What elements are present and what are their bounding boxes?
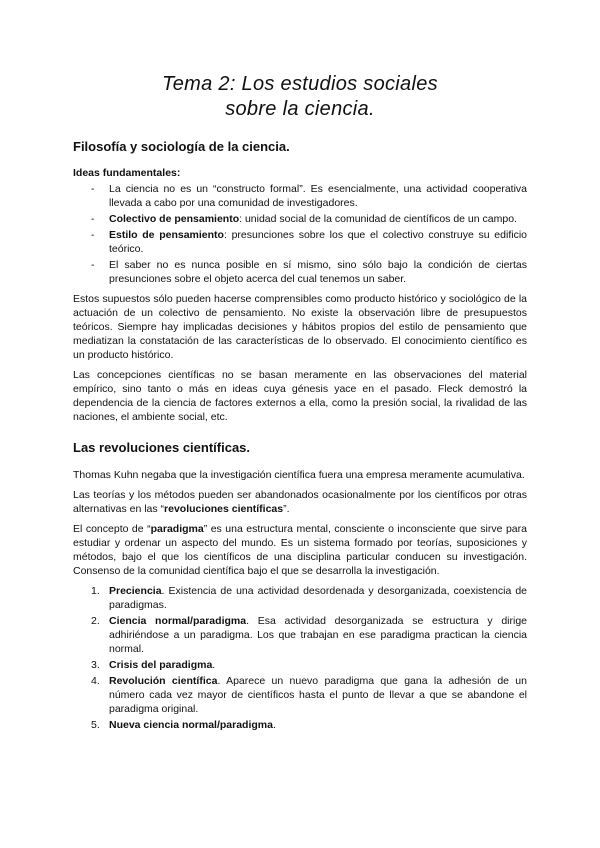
section-heading-revolutions: Las revoluciones científicas. xyxy=(73,440,251,455)
title-line-1: Tema 2: Los estudios sociales xyxy=(162,73,438,95)
paragraph-theories: Las teorías y los métodos pueden ser abandonados ocasionalmente por los científicos por otras alternativas en las “revoluciones científicas”. xyxy=(73,489,527,515)
list-item: - Estilo de pensamiento: presunciones sobre los que el colectivo construye su edificio teórico. xyxy=(109,228,527,256)
ideas-list xyxy=(73,182,527,286)
list-item: 5. Nueva ciencia normal/paradigma. xyxy=(91,719,276,731)
paragraph-kuhn: Thomas Kuhn negaba que la investigación científica fuera una empresa meramente acumulativa. xyxy=(73,469,525,481)
list-item: - El saber no es nunca posible en sí mismo, sino sólo bajo la condición de ciertas presunciones sobre el objeto acerca del cual tenemos un saber. xyxy=(109,258,527,286)
list-item: - La ciencia no es un “constructo formal”. Es esencialmente, una actividad cooperativa llevada a cabo por una comunidad de investigadores. xyxy=(109,182,527,210)
paragraph-paradigm: El concepto de “paradigma” es una estructura mental, consciente o inconsciente que sirve para estudiar y ordenar un aspecto del mundo. Es un sistema formado por teorías, suposiciones y métodos, bajo el que los científicos de una disciplina particular conducen su investigación. Consenso de la comunidad científica bajo el que se desarrolla la investigación. xyxy=(73,523,527,577)
list-item: 1. Preciencia. Existencia de una actividad desordenada y desorganizada, coexistencia de paradigmas. xyxy=(91,585,527,611)
ideas-heading: Ideas fundamentales: xyxy=(73,167,181,179)
paragraph-assumptions: Estos supuestos sólo pueden hacerse comprensibles como producto histórico y sociológico de la actuación de un colectivo de pensamiento. No existe la observación libre de presupuestos teóricos. Siempre hay implicadas decisiones y hábitos propios del estilo de pensamiento que mediatizan la constatación de las características de lo observado. El conocimiento científico es un producto histórico. xyxy=(73,293,527,361)
paragraph-conceptions: Las concepciones científicas no se basan meramente en las observaciones del material empírico, sino tanto o más en ideas cuya génesis yace en el pasado. Fleck demostró la dependencia de la ciencia de factores externos a ella, como la presión social, la rivalidad de las naciones, el ambiente social, etc. xyxy=(73,369,527,423)
stages-list xyxy=(73,584,527,732)
document-title xyxy=(73,72,527,122)
title-line-2: sobre la ciencia. xyxy=(225,98,375,120)
section-heading-philosophy: Filosofía y sociología de la ciencia. xyxy=(73,139,290,154)
list-item: 2. Ciencia normal/paradigma. Esa actividad desorganizada se estructura y dirige adhiriéndose a un paradigma. Los que trabajan en ese paradigma practican la ciencia normal. xyxy=(91,615,527,655)
list-item: 4. Revolución científica. Aparece un nuevo paradigma que gana la adhesión de un número cada vez mayor de científicos hasta el punto de llevar a que se abandone el paradigma original. xyxy=(91,675,527,715)
list-item: - Colectivo de pensamiento: unidad social de la comunidad de científicos de un campo. xyxy=(109,212,527,226)
list-item: 3. Crisis del paradigma. xyxy=(91,659,216,671)
